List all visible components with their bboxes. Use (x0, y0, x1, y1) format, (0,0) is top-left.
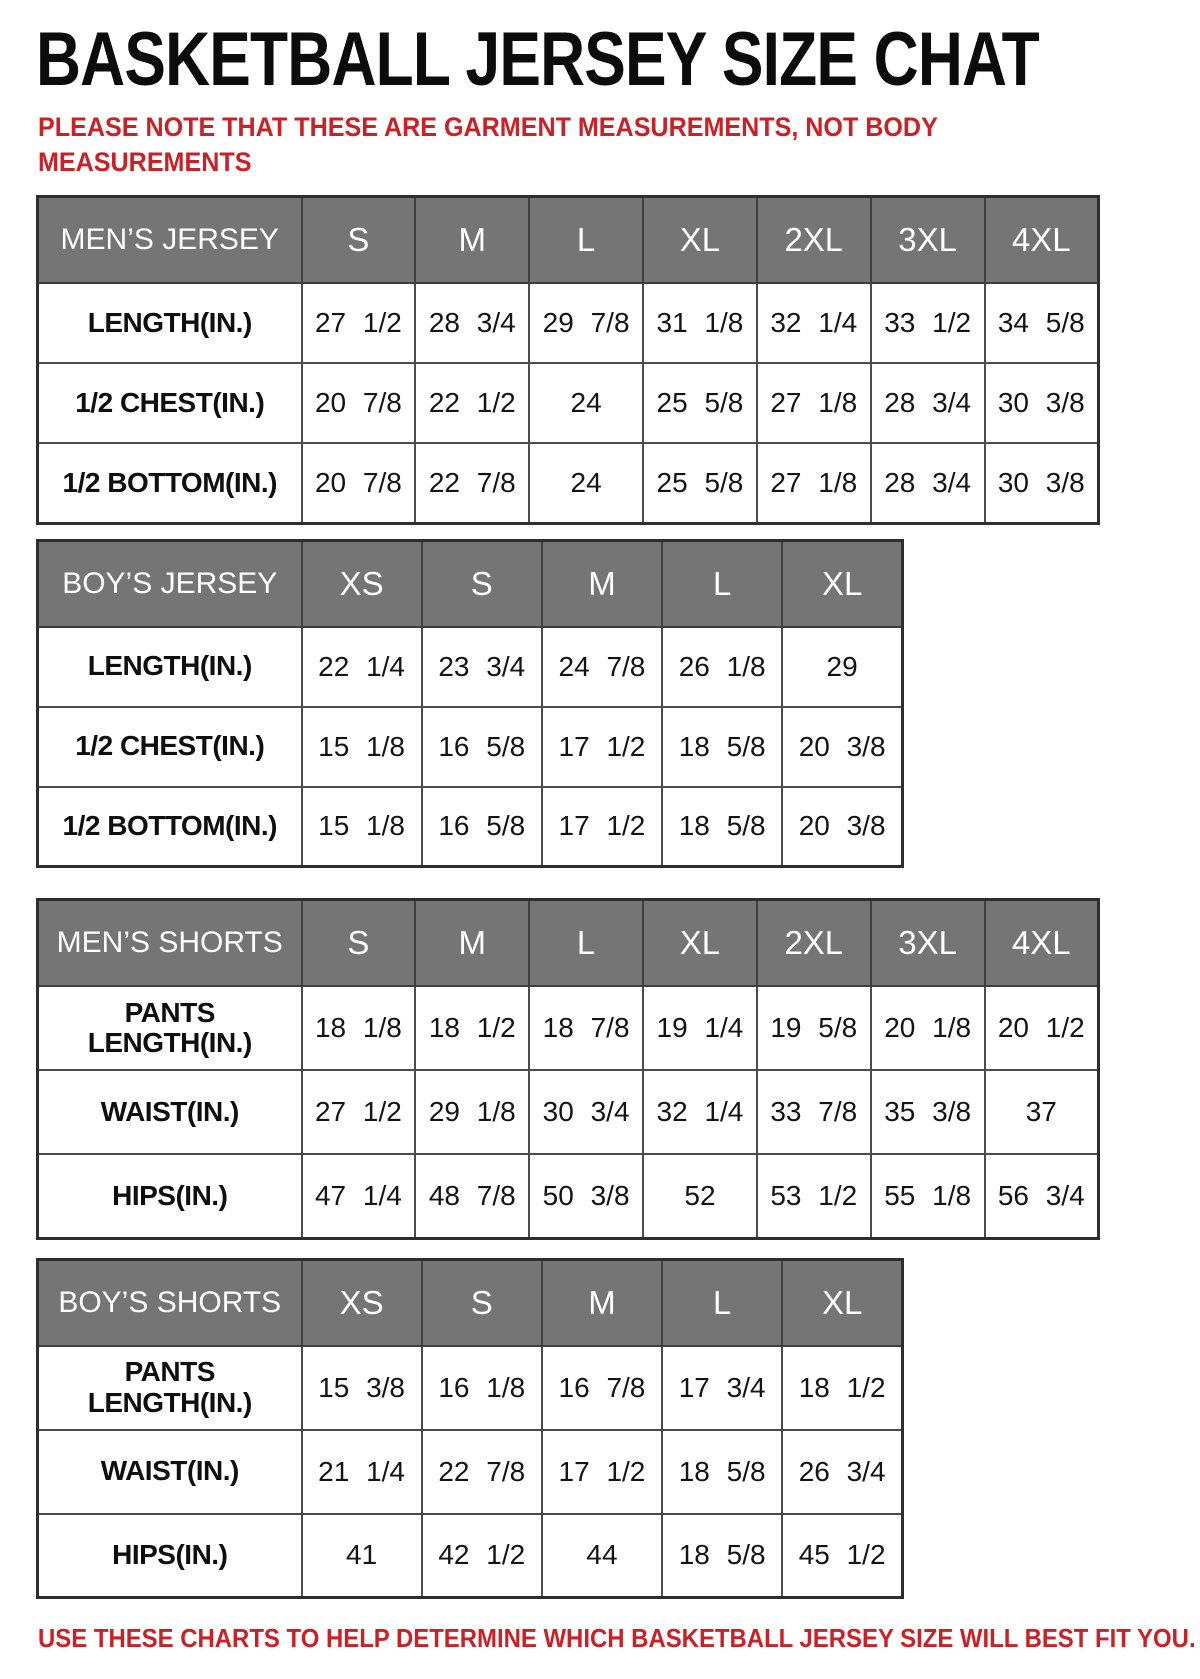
size-value: 28 3/4 (415, 283, 529, 363)
size-header: M (542, 1259, 662, 1346)
size-value: 27 1/2 (302, 1070, 416, 1154)
size-header: XL (782, 1259, 902, 1346)
size-value: 27 1/8 (757, 363, 871, 443)
size-value: 18 5/8 (662, 1514, 782, 1598)
size-value: 18 1/2 (415, 986, 529, 1070)
size-header: XL (643, 900, 757, 987)
size-value: 15 1/8 (302, 787, 422, 867)
size-value: 25 5/8 (643, 443, 757, 523)
mens-shorts-table (36, 898, 1100, 1240)
size-value: 20 1/2 (985, 986, 1099, 1070)
row-label: 1/2 BOTTOM(IN.) (38, 787, 302, 867)
table-row (38, 283, 1099, 363)
size-header: 4XL (985, 900, 1099, 987)
table-title-cell: MEN’S SHORTS (38, 900, 302, 987)
size-header: 3XL (871, 900, 985, 987)
size-header: 4XL (985, 197, 1099, 284)
table-row (38, 1430, 903, 1514)
size-header: L (529, 900, 643, 987)
row-label: HIPS(IN.) (38, 1154, 302, 1238)
size-header: 2XL (757, 197, 871, 284)
size-value: 30 3/4 (529, 1070, 643, 1154)
size-value: 16 1/8 (422, 1346, 542, 1430)
size-value: 44 (542, 1514, 662, 1598)
size-value: 18 7/8 (529, 986, 643, 1070)
size-header: 2XL (757, 900, 871, 987)
table-row (38, 1514, 903, 1598)
size-value: 23 3/4 (422, 627, 542, 707)
table-row (38, 363, 1099, 443)
size-value: 18 5/8 (662, 787, 782, 867)
size-value: 22 7/8 (422, 1430, 542, 1514)
size-value: 56 3/4 (985, 1154, 1099, 1238)
size-value: 17 1/2 (542, 1430, 662, 1514)
size-value: 52 (643, 1154, 757, 1238)
size-value: 22 7/8 (415, 443, 529, 523)
size-value: 29 1/8 (415, 1070, 529, 1154)
size-value: 32 1/4 (643, 1070, 757, 1154)
table-row (38, 1070, 1099, 1154)
size-value: 24 (529, 443, 643, 523)
size-value: 41 (302, 1514, 422, 1598)
row-label: 1/2 BOTTOM(IN.) (38, 443, 302, 523)
size-value: 17 3/4 (662, 1346, 782, 1430)
size-value: 48 7/8 (415, 1154, 529, 1238)
size-value: 16 7/8 (542, 1346, 662, 1430)
footer-note: USE THESE CHARTS TO HELP DETERMINE WHICH BASKETBALL JERSEY SIZE WILL BEST FIT YOU. (38, 1623, 1196, 1654)
row-label: LENGTH(IN.) (38, 627, 302, 707)
size-value: 32 1/4 (757, 283, 871, 363)
size-header: M (542, 540, 662, 627)
size-value: 24 (529, 363, 643, 443)
size-value: 19 1/4 (643, 986, 757, 1070)
mens-jersey-table (36, 195, 1100, 525)
size-header: S (422, 540, 542, 627)
size-value: 15 1/8 (302, 707, 422, 787)
row-label: WAIST(IN.) (38, 1430, 302, 1514)
size-header: XL (782, 540, 902, 627)
size-value: 22 1/4 (302, 627, 422, 707)
size-value: 50 3/8 (529, 1154, 643, 1238)
row-label: PANTS LENGTH(IN.) (38, 986, 302, 1070)
row-label: PANTS LENGTH(IN.) (38, 1346, 302, 1430)
size-value: 30 3/8 (985, 363, 1099, 443)
row-label: WAIST(IN.) (38, 1070, 302, 1154)
header-row (38, 540, 903, 627)
size-header: L (662, 540, 782, 627)
size-value: 29 (782, 627, 902, 707)
size-header: L (662, 1259, 782, 1346)
size-header: S (302, 900, 416, 987)
table-row (38, 443, 1099, 523)
header-row (38, 900, 1099, 987)
size-value: 30 3/8 (985, 443, 1099, 523)
size-value: 16 5/8 (422, 787, 542, 867)
size-header: XL (643, 197, 757, 284)
size-value: 18 5/8 (662, 707, 782, 787)
size-value: 21 1/4 (302, 1430, 422, 1514)
size-value: 27 1/8 (757, 443, 871, 523)
size-value: 27 1/2 (302, 283, 416, 363)
row-label: 1/2 CHEST(IN.) (38, 363, 302, 443)
boys-jersey-table (36, 539, 904, 869)
table-row (38, 707, 903, 787)
size-value: 37 (985, 1070, 1099, 1154)
size-value: 26 3/4 (782, 1430, 902, 1514)
size-value: 55 1/8 (871, 1154, 985, 1238)
size-value: 18 5/8 (662, 1430, 782, 1514)
size-value: 29 7/8 (529, 283, 643, 363)
size-value: 42 1/2 (422, 1514, 542, 1598)
size-header: S (422, 1259, 542, 1346)
size-value: 53 1/2 (757, 1154, 871, 1238)
size-value: 18 1/2 (782, 1346, 902, 1430)
size-value: 17 1/2 (542, 787, 662, 867)
size-value: 17 1/2 (542, 707, 662, 787)
size-value: 24 7/8 (542, 627, 662, 707)
size-value: 33 7/8 (757, 1070, 871, 1154)
size-value: 26 1/8 (662, 627, 782, 707)
size-header: M (415, 900, 529, 987)
size-header: 3XL (871, 197, 985, 284)
boys-shorts-table (36, 1258, 904, 1600)
size-header: M (415, 197, 529, 284)
size-header: L (529, 197, 643, 284)
size-header: S (302, 197, 416, 284)
size-header: XS (302, 1259, 422, 1346)
size-value: 22 1/2 (415, 363, 529, 443)
garment-measurement-note (38, 110, 1119, 179)
size-value: 25 5/8 (643, 363, 757, 443)
size-value: 16 5/8 (422, 707, 542, 787)
size-value: 47 1/4 (302, 1154, 416, 1238)
size-value: 31 1/8 (643, 283, 757, 363)
row-label: LENGTH(IN.) (38, 283, 302, 363)
size-value: 20 7/8 (302, 443, 416, 523)
size-value: 35 3/8 (871, 1070, 985, 1154)
header-row (38, 197, 1099, 284)
size-value: 19 5/8 (757, 986, 871, 1070)
table-row (38, 787, 903, 867)
size-value: 28 3/4 (871, 443, 985, 523)
size-value: 34 5/8 (985, 283, 1099, 363)
row-label: HIPS(IN.) (38, 1514, 302, 1598)
table-title-cell: MEN’S JERSEY (38, 197, 302, 284)
table-row (38, 627, 903, 707)
note-line-2: MEASUREMENTS (38, 146, 252, 177)
page-title: BASKETBALL JERSEY SIZE CHAT (36, 17, 1039, 102)
table-row (38, 986, 1099, 1070)
size-value: 18 1/8 (302, 986, 416, 1070)
size-value: 20 3/8 (782, 707, 902, 787)
size-value: 20 3/8 (782, 787, 902, 867)
size-value: 33 1/2 (871, 283, 985, 363)
size-value: 15 3/8 (302, 1346, 422, 1430)
table-title-cell: BOY’S SHORTS (38, 1259, 302, 1346)
size-value: 28 3/4 (871, 363, 985, 443)
table-row (38, 1154, 1099, 1238)
size-header: XS (302, 540, 422, 627)
size-value: 20 7/8 (302, 363, 416, 443)
table-row (38, 1346, 903, 1430)
table-title-cell: BOY’S JERSEY (38, 540, 302, 627)
note-line-1: PLEASE NOTE THAT THESE ARE GARMENT MEASUREMENTS, NOT BODY (38, 112, 938, 142)
row-label: 1/2 CHEST(IN.) (38, 707, 302, 787)
size-value: 45 1/2 (782, 1514, 902, 1598)
size-value: 20 1/8 (871, 986, 985, 1070)
header-row (38, 1259, 903, 1346)
